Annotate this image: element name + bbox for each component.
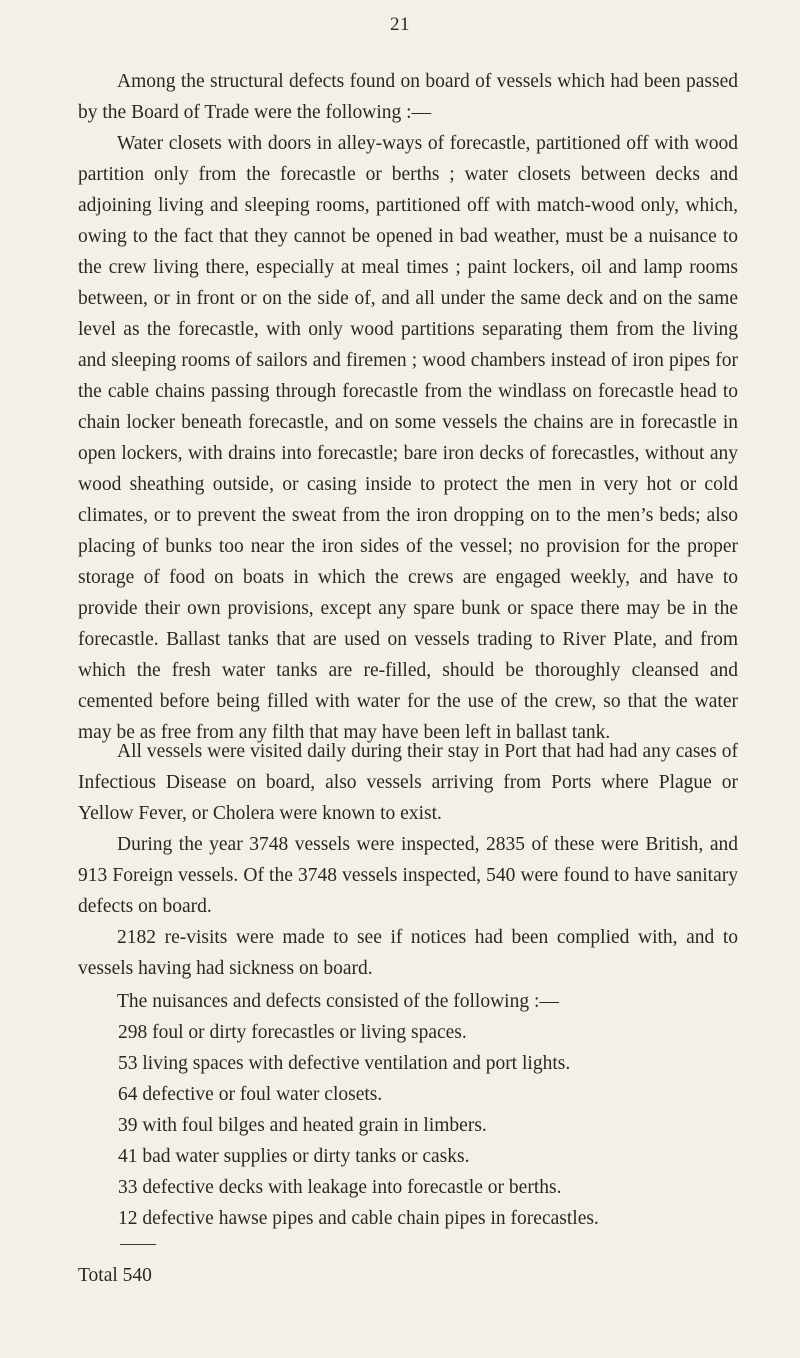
- revisits-paragraph: [78, 922, 738, 984]
- vessels-inspected-paragraph: [78, 829, 738, 922]
- list-item: 12 defective hawse pipes and cable chain pipes in forecastles.: [118, 1208, 599, 1229]
- structural-defects-text: Water closets with doors in alley-ways of forecastle, partitioned off with wood partition only from the forecastle or berths ; water closets between decks and adjoining living and sleeping rooms, partitioned off with match-wood only, which, owing to the fact that they cannot be opened in bad weather, must be a nuisance to the crew living there, especially at meal times ; paint lockers, oil and lamp rooms between, or in front or on the side of, and all under the same deck and on the same level as the forecastle, with only wood partitions separating them from the living and sleeping rooms of sailors and firemen ; wood chambers instead of iron pipes for the cable chains passing through forecastle from the windlass on forecastle head to chain locker beneath forecastle, and on some vessels the chains are in forecastle in open lockers, with drains into forecastle; bare iron decks of forecastles, without any wood sheathing outside, or casing inside to protect the men in very hot or cold climates, or to prevent the sweat from the iron dropping on to the men’s beds; also placing of bunks too near the iron sides of the vessel; no provision for the proper storage of food on boats in which the crews are engaged weekly, and have to provide their own provisions, except any spare bunk or space there may be in the forecastle. Ballast tanks that are used on vessels trading to River Plate, and from which the fresh water tanks are re-filled, should be thoroughly cleansed and cemented before being filled with water for the use of the crew, so that the water may be as free from any filth that may have been left in ballast tank.: [78, 133, 738, 743]
- vessels-visited-text: All vessels were visited daily during their stay in Port that had had any cases of Infectious Disease on board, also vessels arriving from Ports where Plague or Yellow Fever, or Cholera were known to exist.: [78, 741, 738, 824]
- page-number: 21: [390, 14, 410, 35]
- revisits-text: 2182 re-visits were made to see if notices had been complied with, and to vessels having had sickness on board.: [78, 927, 738, 979]
- list-item: 64 defective or foul water closets.: [118, 1084, 383, 1105]
- intro-paragraph: [78, 66, 738, 128]
- list-item: 39 with foul bilges and heated grain in limbers.: [118, 1115, 487, 1136]
- list-item: 41 bad water supplies or dirty tanks or casks.: [118, 1146, 470, 1167]
- list-item: 298 foul or dirty forecastles or living spaces.: [118, 1022, 467, 1043]
- nuisances-list: [118, 1017, 758, 1234]
- nuisances-intro-text: The nuisances and defects consisted of the following :—: [117, 991, 559, 1012]
- vessels-visited-paragraph: [78, 736, 738, 829]
- nuisances-intro-paragraph: [78, 986, 738, 1017]
- vessels-inspected-text: During the year 3748 vessels were inspected, 2835 of these were British, and 913 Foreign vessels. Of the 3748 vessels inspected, 540 were found to have sanitary defects on board.: [78, 834, 738, 917]
- total-line: Total 540: [78, 1265, 152, 1286]
- list-item: 33 defective decks with leakage into forecastle or berths.: [118, 1177, 562, 1198]
- structural-defects-paragraph: [78, 128, 738, 748]
- list-item: 53 living spaces with defective ventilation and port lights.: [118, 1053, 571, 1074]
- intro-text: Among the structural defects found on board of vessels which had been passed by the Board of Trade were the following :—: [78, 71, 738, 123]
- sum-divider: [120, 1244, 156, 1245]
